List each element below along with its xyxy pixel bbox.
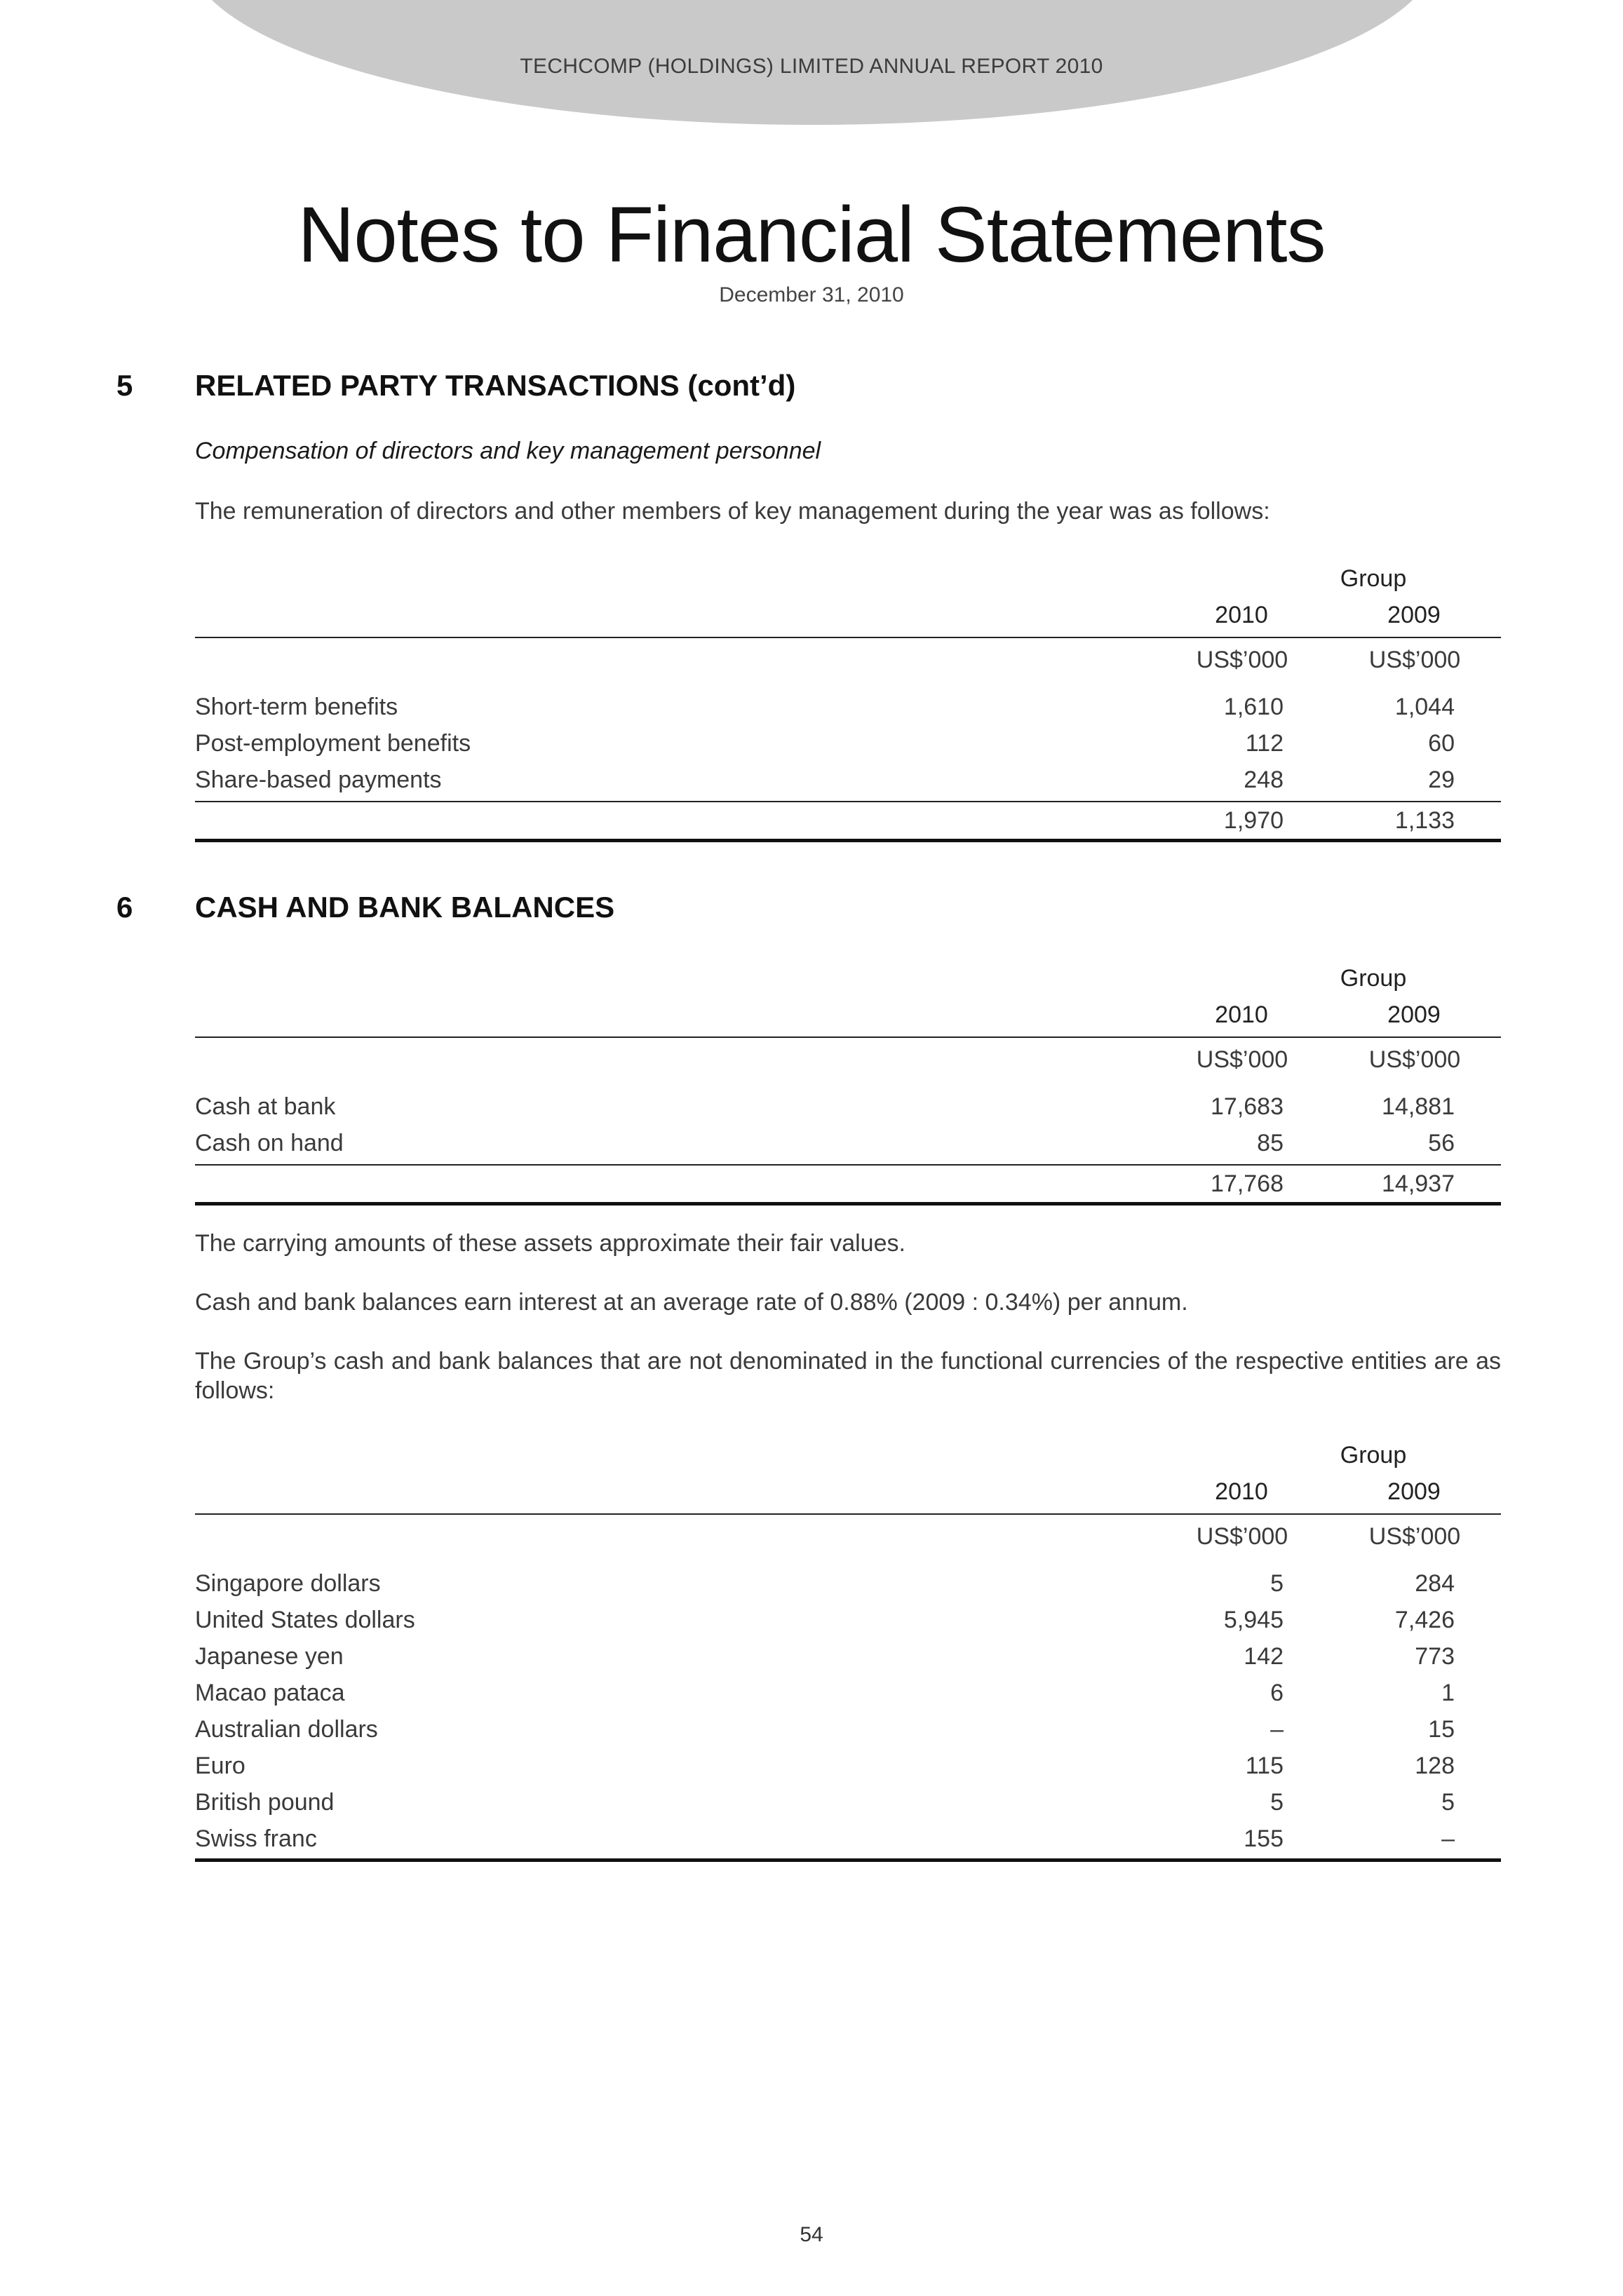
table-row bbox=[195, 1638, 1501, 1675]
row-label: British pound bbox=[195, 1789, 335, 1816]
section-6-number: 6 bbox=[116, 891, 133, 924]
section-5-title: RELATED PARTY TRANSACTIONS (cont’d) bbox=[195, 369, 796, 402]
page-title: Notes to Financial Statements bbox=[297, 191, 1326, 278]
value-2009: – bbox=[1441, 1825, 1455, 1852]
value-2010: 248 bbox=[1244, 767, 1284, 793]
fair-value-note: The carrying amounts of these assets approximate their fair values. bbox=[195, 1230, 905, 1257]
group-label: Group bbox=[1340, 965, 1407, 992]
total-2010: 17,768 bbox=[1211, 1170, 1284, 1197]
compensation-table bbox=[195, 565, 1501, 842]
value-2010: 6 bbox=[1270, 1680, 1284, 1706]
row-label: Cash on hand bbox=[195, 1130, 344, 1156]
unit-2009: US$’000 bbox=[1368, 1523, 1461, 1550]
table-header bbox=[195, 565, 1501, 683]
row-label: Post-employment benefits bbox=[195, 730, 471, 757]
value-2010: 85 bbox=[1257, 1130, 1284, 1156]
running-head: TECHCOMP (HOLDINGS) LIMITED ANNUAL REPORT 2010 bbox=[520, 55, 1103, 78]
row-label: Share-based payments bbox=[195, 767, 442, 793]
unit-2010: US$’000 bbox=[1196, 647, 1288, 673]
table-row bbox=[195, 1711, 1501, 1748]
row-label: Swiss franc bbox=[195, 1825, 317, 1852]
table-row bbox=[195, 1088, 1501, 1125]
row-label: Japanese yen bbox=[195, 1643, 344, 1670]
value-2009: 128 bbox=[1415, 1753, 1455, 1779]
cash-balances-table bbox=[195, 965, 1501, 1206]
currency-table bbox=[195, 1442, 1501, 1862]
total-2009: 14,937 bbox=[1382, 1170, 1455, 1197]
value-2010: 5 bbox=[1270, 1570, 1284, 1597]
header-rule bbox=[195, 637, 1501, 638]
section-5-number: 5 bbox=[116, 369, 133, 402]
value-2010: 1,610 bbox=[1223, 694, 1284, 720]
table-row bbox=[195, 725, 1501, 762]
table-row bbox=[195, 1125, 1501, 1161]
value-2009: 1 bbox=[1441, 1680, 1455, 1706]
total-rule bbox=[195, 1202, 1501, 1206]
value-2009: 60 bbox=[1428, 730, 1455, 757]
total-2010: 1,970 bbox=[1223, 807, 1284, 834]
row-label: United States dollars bbox=[195, 1607, 415, 1633]
year-2009-header: 2009 bbox=[1387, 602, 1441, 628]
year-2010-header: 2010 bbox=[1215, 602, 1268, 628]
interest-rate-note: Cash and bank balances earn interest at an average rate of 0.88% (2009 : 0.34%) per annum. bbox=[195, 1289, 1188, 1316]
currency-note: The Group’s cash and bank balances that are not denominated in the functional currencies of the respective entities are as follows: bbox=[195, 1348, 1501, 1404]
total-rule bbox=[195, 1858, 1501, 1862]
year-2009-header: 2009 bbox=[1387, 1001, 1441, 1028]
page-date: December 31, 2010 bbox=[719, 283, 904, 306]
value-2010: 115 bbox=[1245, 1753, 1284, 1779]
row-label: Short-term benefits bbox=[195, 694, 398, 720]
section-6-title: CASH AND BANK BALANCES bbox=[195, 891, 615, 924]
value-2010: 155 bbox=[1244, 1825, 1284, 1852]
unit-2009: US$’000 bbox=[1368, 1046, 1461, 1073]
value-2010: 5,945 bbox=[1223, 1607, 1284, 1633]
row-label: Euro bbox=[195, 1753, 245, 1779]
value-2010: 142 bbox=[1244, 1643, 1284, 1670]
value-2010: 17,683 bbox=[1211, 1093, 1284, 1120]
page-number: 54 bbox=[800, 2223, 823, 2246]
row-label: Australian dollars bbox=[195, 1716, 378, 1743]
total-rule bbox=[195, 839, 1501, 842]
value-2009: 14,881 bbox=[1382, 1093, 1455, 1120]
table-header bbox=[195, 965, 1501, 1083]
value-2010: – bbox=[1270, 1716, 1284, 1743]
value-2010: 112 bbox=[1245, 730, 1284, 757]
table-row bbox=[195, 1602, 1501, 1638]
table-row bbox=[195, 1821, 1501, 1857]
section-5-intro: The remuneration of directors and other members of key management during the year was as follows: bbox=[195, 498, 1270, 525]
row-label: Cash at bank bbox=[195, 1093, 336, 1120]
value-2009: 1,044 bbox=[1394, 694, 1455, 720]
row-label: Macao pataca bbox=[195, 1680, 345, 1706]
table-row bbox=[195, 762, 1501, 798]
table-row bbox=[195, 1748, 1501, 1784]
table-row bbox=[195, 689, 1501, 725]
total-row bbox=[195, 1166, 1501, 1202]
unit-2010: US$’000 bbox=[1196, 1046, 1288, 1073]
value-2009: 15 bbox=[1428, 1716, 1455, 1743]
value-2010: 5 bbox=[1270, 1789, 1284, 1816]
value-2009: 773 bbox=[1415, 1643, 1455, 1670]
value-2009: 5 bbox=[1441, 1789, 1455, 1816]
row-label: Singapore dollars bbox=[195, 1570, 381, 1597]
group-label: Group bbox=[1340, 565, 1407, 592]
table-row bbox=[195, 1675, 1501, 1711]
value-2009: 56 bbox=[1428, 1130, 1455, 1156]
unit-2009: US$’000 bbox=[1368, 647, 1461, 673]
value-2009: 29 bbox=[1428, 767, 1455, 793]
table-row bbox=[195, 1565, 1501, 1602]
year-2010-header: 2010 bbox=[1215, 1478, 1268, 1505]
group-label: Group bbox=[1340, 1442, 1407, 1468]
value-2009: 7,426 bbox=[1394, 1607, 1455, 1633]
total-2009: 1,133 bbox=[1394, 807, 1455, 834]
header-rule bbox=[195, 1036, 1501, 1038]
table-row bbox=[195, 1784, 1501, 1821]
table-header bbox=[195, 1442, 1501, 1560]
unit-2010: US$’000 bbox=[1196, 1523, 1288, 1550]
section-5-subtitle: Compensation of directors and key management personnel bbox=[195, 438, 821, 464]
year-2010-header: 2010 bbox=[1215, 1001, 1268, 1028]
year-2009-header: 2009 bbox=[1387, 1478, 1441, 1505]
total-row bbox=[195, 802, 1501, 839]
value-2009: 284 bbox=[1415, 1570, 1455, 1597]
header-rule bbox=[195, 1513, 1501, 1515]
